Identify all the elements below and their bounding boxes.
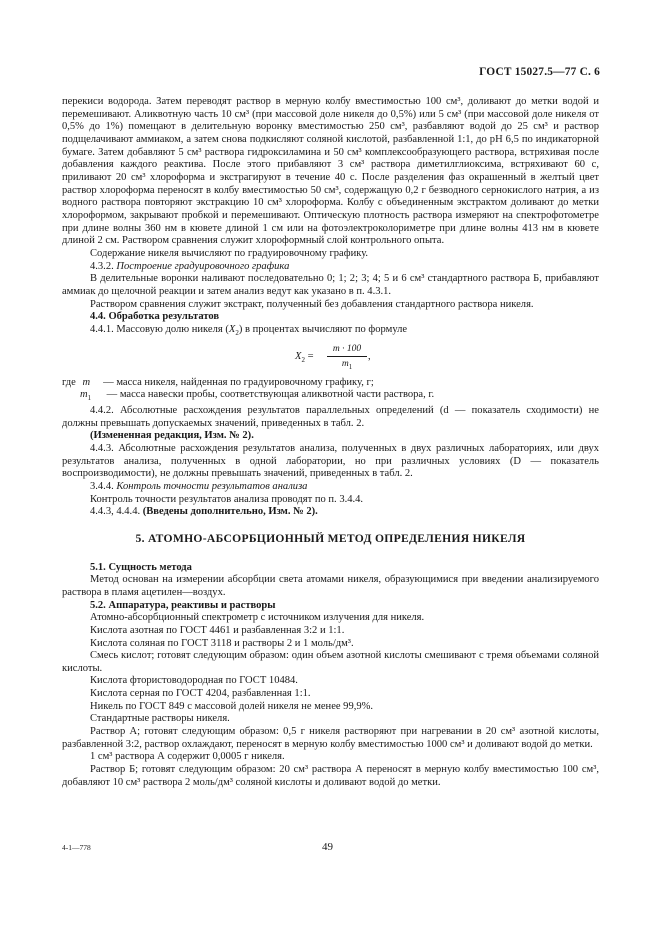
paragraph-441-var: X	[228, 323, 236, 335]
subsection-344-heading	[62, 481, 599, 494]
document-header: ГОСТ 15027.5—77 С. 6	[479, 66, 600, 78]
subsection-432-title: Построение градуировочного графика	[116, 260, 290, 272]
page-number: 49	[322, 841, 333, 853]
subsection-44-heading: 4.4. Обработка результатов	[90, 311, 220, 323]
paragraph-441-sub: 2	[235, 328, 239, 337]
formula-numerator: m · 100	[327, 343, 367, 358]
list-item: Кислота серная по ГОСТ 4204, разбавленная 1:1.	[90, 688, 311, 700]
paragraph-441-lead: 4.4.1. Массовую долю никеля (	[90, 323, 229, 335]
note-changed-edition: (Измененная редакция, Изм. № 2).	[90, 430, 254, 442]
paragraph-51: Метод основан на измерении абсорбции света атомами никеля, образующимися при введении анализируемого раствора в пламя ацетилен—воздух.	[62, 574, 599, 598]
formula-x2	[62, 343, 599, 373]
paragraph-441-tail: ) в процентах вычисляют по формуле	[238, 323, 408, 335]
where-lead: где	[62, 376, 76, 388]
paragraph-442: 4.4.2. Абсолютные расхождения результатов параллельных определений (d — показатель сходимости) не должны превышать допускаемых значений, приведенных в табл. 2.	[62, 405, 599, 429]
paragraph-441	[62, 324, 599, 340]
paragraph-443: 4.4.3. Абсолютные расхождения результатов анализа, полученных в двух различных лабораториях, или двух результатов анализа, полученных в одной лаборатории, но при различных условиях (D — показатель воспроизводимости), не должны превышать значений, приведенных в табл. 2.	[62, 442, 599, 480]
list-item: Стандартные растворы никеля.	[90, 713, 230, 725]
where-m-var: m	[82, 376, 91, 388]
formula-tail: ,	[368, 350, 371, 362]
list-item: Кислота фтористоводородная по ГОСТ 10484.	[90, 675, 298, 687]
list-item: Раствор А; готовят следующим образом: 0,5 г никеля растворяют при нагревании в 20 см³ азотной кислоты, разбавленной 3:2, раствор охлаждают, переносят в мерную колбу вместимостью 1000 см³ и доливают водой до метки.	[62, 726, 599, 750]
where-m1-desc: — масса навески пробы, соответствующая аликвотной части раствора, г.	[106, 389, 435, 401]
list-item: 1 см³ раствора А содержит 0,0005 г никеля.	[90, 751, 285, 763]
paragraph-432-funnels: В делительные воронки наливают последовательно 0; 1; 2; 3; 4; 5 и 6 см³ стандартного раствора Б, прибавляют аммиак до щелочной реакции и затем анализ ведут как указано в п. 4.3.1.	[62, 273, 599, 297]
formula-fraction	[327, 343, 367, 374]
note-added-lead: 4.4.3, 4.4.4.	[90, 506, 141, 518]
paragraph-nickel-content: Содержание никеля вычисляют по градуировочному графику.	[90, 247, 369, 259]
list-item: Раствор Б; готовят следующим образом: 20 см³ раствора А переносят в мерную колбу вместимостью 100 см³, добавляют 10 см³ раствора 2 моль/дм³ соляной кислоты и доливают водой до метки.	[62, 764, 599, 788]
formula-denominator: $m_1$	[341, 359, 353, 372]
where-m1-var: $m_1$	[80, 389, 92, 403]
footer-code: 4-1—778	[62, 843, 91, 852]
list-item: Смесь кислот; готовят следующим образом: один объем азотной кислоты смешивают с тремя объемами соляной кислоты.	[62, 650, 599, 674]
where-m-desc: — масса никеля, найденная по градуировочному графику, г;	[103, 376, 374, 388]
formula-lhs: $X_2$ =	[295, 350, 314, 364]
paragraph-analysis-procedure: перекиси водорода. Затем переводят раствор в мерную колбу вместимостью 100 см³, доливают до метки водой и перемешивают. Аликвотную часть 10 см³ (при массовой доле никеля до 0,5%) или 5 см³ (при массовой доле никеля от 0,5% до 1%) помещают в делительную воронку вместимостью 250 см³, разбавляют водой до 25 см³ и раствор подщелачивают аммиаком, а затем снова подкисляют соляной кислотой, разбавленной 1:1, до pH 6,5 по индикаторной бумаге. Затем добавляют 5 см³ раствора гидроксиламина и 50 см³ комплексообразующего раствора, встряхивая после добавления каждого реактива. После этого прибавляют 3 см³ раствора диметилглиоксима, встряхивают 60 с, приливают 20 см³ хлороформа и экстрагируют в течение 40 с. После разделения фаз окрашенный в желтый цвет раствор хлороформа переносят в колбу вместимостью 50 см³, содержащую 0,2 г безводного сернокислого натрия, а из водного раствора повторяют экстракцию 10 см³ хлороформа. Колбу с объединенным экстрактом доливают до метки хлороформом, закрывают пробкой и перемешивают. Оптическую плотность раствора измеряют на спектрофотометре при длине волны 360 нм в кювете длиной 1 см или на фотоэлектроколориметре при длине волны 413 нм в кювете длиной 2 см. Раствором сравнения служит хлороформный слой контрольного опыта.	[62, 96, 599, 247]
list-item: Кислота азотная по ГОСТ 4461 и разбавленная 3:2 и 1:1.	[90, 624, 345, 636]
where-line-m	[62, 377, 599, 390]
subsection-432-heading	[62, 261, 599, 274]
note-added	[62, 506, 599, 519]
subsection-52-heading: 5.2. Аппаратура, реактивы и растворы	[90, 599, 276, 611]
paragraph-344: Контроль точности результатов анализа проводят по п. 3.4.4.	[90, 493, 364, 505]
subsection-51-heading: 5.1. Сущность метода	[90, 561, 192, 573]
subsection-344-number: 3.4.4.	[90, 480, 114, 492]
note-added-text: (Введены дополнительно, Изм. № 2).	[142, 506, 318, 518]
document-body	[62, 96, 599, 789]
subsection-432-number: 4.3.2.	[90, 260, 114, 272]
list-item: Атомно-абсорбционный спектрометр с источником излучения для никеля.	[90, 612, 425, 624]
list-item: Кислота соляная по ГОСТ 3118 и растворы 2 и 1 моль/дм³.	[90, 637, 354, 649]
where-line-m1	[62, 389, 599, 405]
list-item: Никель по ГОСТ 849 с массовой долей никеля не менее 99,9%.	[90, 700, 374, 712]
section-5-title: 5. АТОМНО-АБСОРБЦИОННЫЙ МЕТОД ОПРЕДЕЛЕНИЯ НИКЕЛЯ	[135, 531, 526, 545]
paragraph-432-reference: Раствором сравнения служит экстракт, полученный без добавления стандартного раствора никеля.	[90, 298, 534, 310]
subsection-344-title: Контроль точности результатов анализа	[116, 480, 308, 492]
